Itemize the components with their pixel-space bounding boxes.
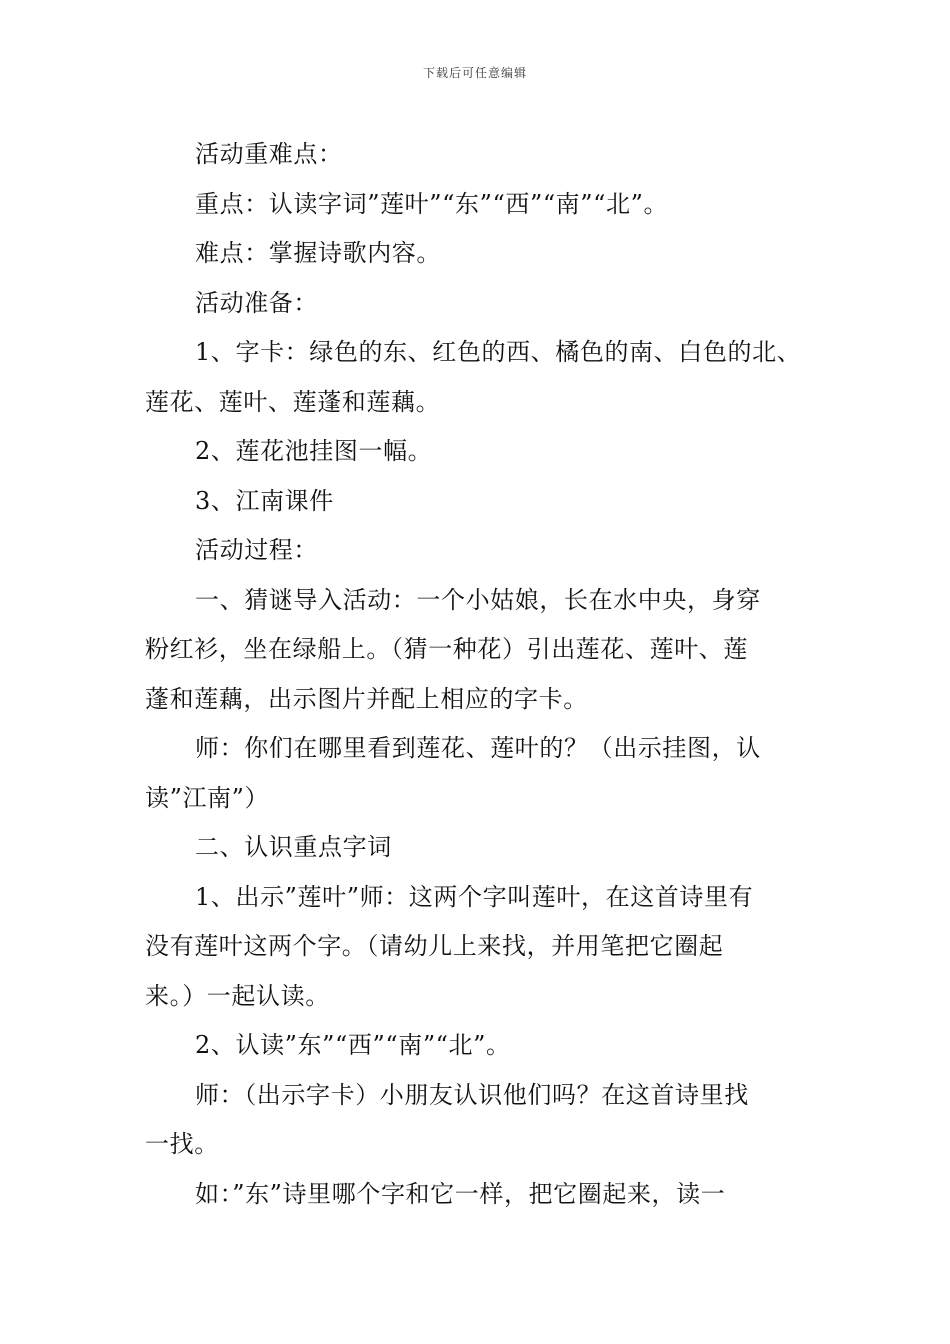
- text-line: 2、认读”东”“西”“南”“北”。: [195, 1031, 511, 1059]
- text-line: 重点：认读字词”莲叶”“东”“西”“南”“北”。: [195, 189, 669, 218]
- text-line: 难点：掌握诗歌内容。: [195, 239, 441, 267]
- document-body: [145, 130, 815, 1219]
- text-line: 活动重难点：: [195, 140, 343, 168]
- text-line: 活动过程：: [195, 536, 318, 564]
- text-line: 1、字卡：绿色的东、红色的西、橘色的南、白色的北、: [195, 338, 802, 366]
- text-line: 一找。: [145, 1130, 219, 1158]
- text-line: 一、猜谜导入活动：一个小姑娘，长在水中央，身穿: [195, 585, 761, 614]
- page-header: 下载后可任意编辑: [422, 66, 527, 80]
- text-line: 粉红衫，坐在绿船上。（猜一种花）引出莲花、莲叶、莲: [145, 635, 748, 663]
- text-line: 师：（出示字卡）小朋友认识他们吗？在这首诗里找: [195, 1080, 749, 1109]
- text-line: 2、莲花池挂图一幅。: [195, 437, 433, 465]
- text-line: 师：你们在哪里看到莲花、莲叶的？（出示挂图，认: [195, 734, 761, 762]
- text-line: 如：”东”诗里哪个字和它一样，把它圈起来，读一: [195, 1179, 726, 1208]
- text-line: 二、认识重点字词: [195, 833, 392, 861]
- text-line: 没有莲叶这两个字。（请幼儿上来找，并用笔把它圈起: [145, 932, 724, 960]
- text-line: 1、出示”莲叶”师：这两个字叫莲叶，在这首诗里有: [195, 882, 754, 911]
- text-line: 来。）一起认读。: [145, 981, 330, 1010]
- text-line: 读”江南”）: [145, 783, 270, 812]
- text-line: 活动准备：: [195, 288, 318, 317]
- text-line: 莲花、莲叶、莲蓬和莲藕。: [145, 387, 441, 416]
- text-line: 蓬和莲藕，出示图片并配上相应的字卡。: [145, 684, 588, 713]
- text-line: 3、江南课件: [195, 486, 334, 515]
